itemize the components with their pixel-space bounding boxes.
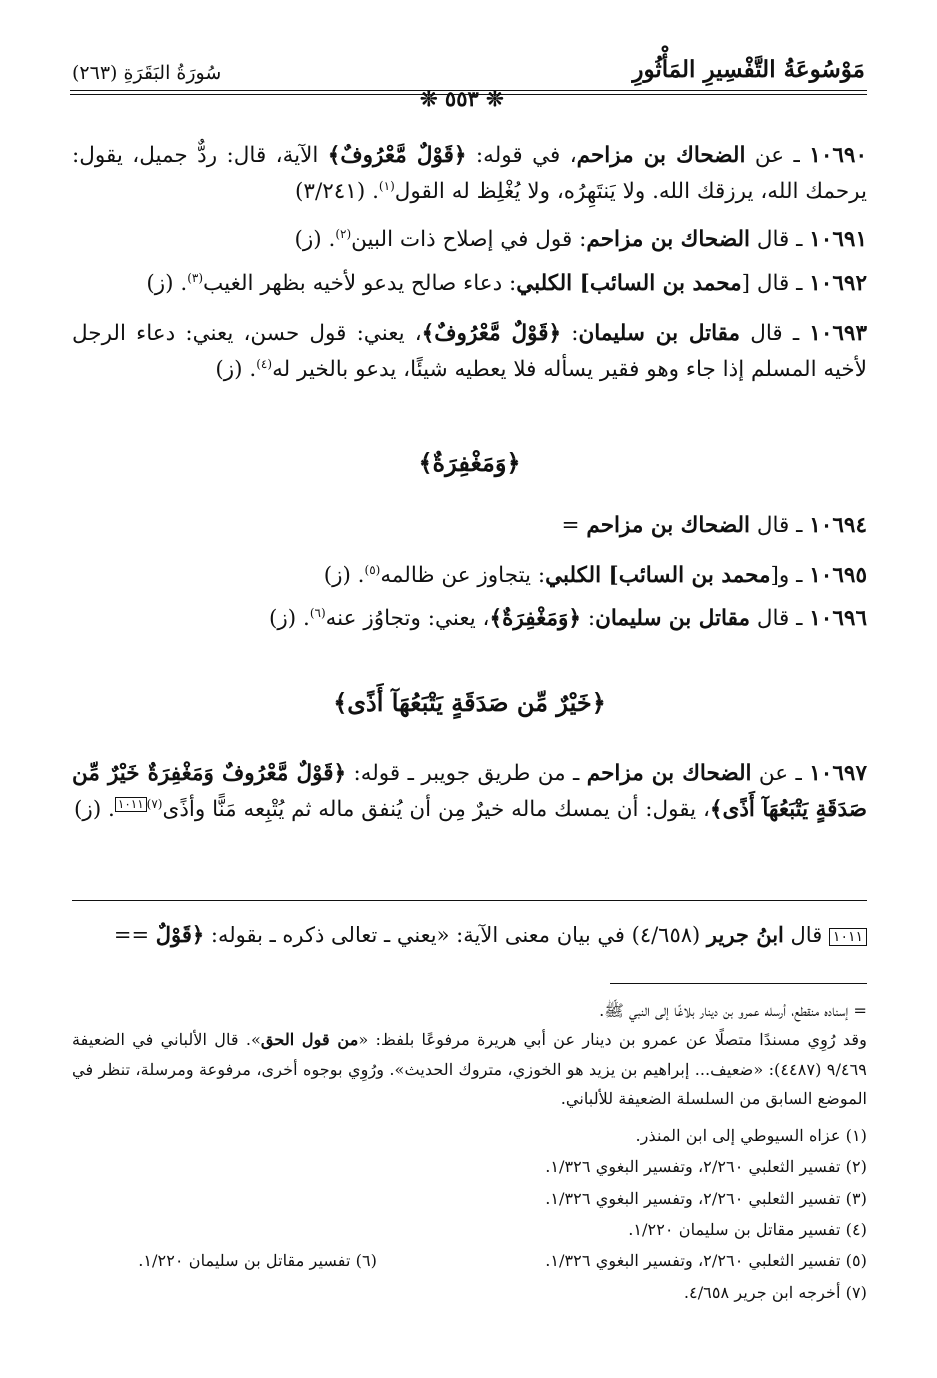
commentary-reference-box: ١٠١١ <box>115 797 147 812</box>
narration-10693 <box>72 316 867 388</box>
footnote-5: (٥) تفسير الثعلبي ٢/٢٦٠، وتفسير البغوي ١/٣٢٦. <box>545 1251 867 1270</box>
text-span: ، يعني: قول حسن، يعني: دعاء الرجل لأخيه المسلم إذا جاء وهو فقير يسأله فلا يعطيه شيئًا، يدعو بالخير له <box>72 321 867 382</box>
surah-header: سُورَةُ البَقَرَةِ (٢٦٣) <box>72 62 222 84</box>
narration-10695 <box>72 558 867 594</box>
text-span: : يتجاوز عن ظالمه <box>380 563 546 588</box>
text-span: ـ عن <box>745 143 810 168</box>
narration-number: ١٠٦٩٠ <box>809 143 868 168</box>
narration-10692 <box>72 266 867 302</box>
narration-10690 <box>72 138 867 210</box>
page-number: ❊ ٥٥٣ ❊ <box>420 86 504 111</box>
footnote-marker: (٢) <box>335 226 352 241</box>
text-span: الآية، قال: ردٌّ جميل، يقول: يرحمك الله، يرزقك الله. ولا يَنتَهِرُه، ولا يُغْلِظ له القول <box>72 143 867 204</box>
quran-quote: ﴿قَوْلٌ مَّعْرُوفٌ﴾ <box>327 143 467 168</box>
quran-quote: ﴿قَوْلٌ مَّعْرُوفٌ وَمَغْفِرَةٌ خَيْرٌ مِّن صَدَقَةٍ يَتْبَعُهَآ أَذًى﴾ <box>72 761 867 822</box>
text-span: ـ قال <box>749 606 810 631</box>
footnote-marker: (٥) <box>364 562 381 577</box>
narrator-name: محمد بن السائب] الكلبي <box>516 271 742 296</box>
narration-number: ١٠٦٩٢ <box>809 271 867 296</box>
narration-10691 <box>72 222 867 258</box>
text-span: ـ قال <box>749 227 810 252</box>
text-span: . (ز) <box>294 227 336 252</box>
quran-quote: ﴿وَمَغْفِرَةٌ﴾ <box>489 606 581 631</box>
text-span: ـ قال <box>749 513 810 538</box>
text-span: : قول في إصلاح ذات البين <box>351 227 587 252</box>
narrator-name: مقاتل بن سليمان <box>578 321 741 346</box>
text-span: ». قال الألباني في الضعيفة ٩/٤٦٩ (٤٤٨٧): «ضعيف... إبراهيم بن يزيد هو الخوزي، متروك الحديث». ورُوِي بوجوه أخرى، مرفوعة ومرسلة، تنظر في الموضع السابق من السلسلة الضعيفة للألباني. <box>72 1030 867 1108</box>
quran-quote: ﴿قَوْلٌ <box>155 922 205 947</box>
text-span: ـ عن <box>751 761 810 786</box>
text-span: == <box>113 923 156 947</box>
commentary-separator <box>72 900 867 901</box>
text-span: . (ز) <box>146 271 188 296</box>
text-span: = <box>561 513 587 538</box>
footnote-marker: (٣) <box>187 270 204 285</box>
quran-quote: ﴿قَوْلٌ مَّعْرُوفٌ﴾ <box>421 321 562 346</box>
footnote-continuation-paragraph <box>72 1025 867 1114</box>
footnote-3: (٣) تفسير الثعلبي ٢/٢٦٠، وتفسير البغوي ١/٣٢٦. <box>545 1189 867 1208</box>
narration-number: ١٠٦٩٣ <box>809 321 868 346</box>
commentary-number-box: ١٠١١ <box>829 928 867 946</box>
footnote-marker: (١) <box>378 178 395 193</box>
text-span: . (ز) <box>323 563 365 588</box>
scholar-name: ابنُ جرير <box>706 922 784 947</box>
text-span: ، يقول: أن يمسك ماله خيرٌ مِن أن يُنفق ماله ثم يُتْبِعه مَنًّا وأذًى <box>162 797 710 822</box>
footnote-2: (٢) تفسير الثعلبي ٢/٢٦٠، وتفسير البغوي ١/٣٢٦. <box>545 1157 867 1176</box>
commentary-note <box>72 918 867 952</box>
narration-number: ١٠٦٩٧ <box>809 761 867 786</box>
footnote-7: (٧) أخرجه ابن جرير ٤/٦٥٨. <box>683 1283 867 1302</box>
text-span: : <box>561 321 579 346</box>
narrator-name: الضحاك بن مزاحم <box>586 761 752 786</box>
narrator-name: مقاتل بن سليمان <box>595 606 750 631</box>
text-span: ـ قال [ <box>741 271 810 296</box>
footnote-marker: (٧) <box>146 796 163 811</box>
text-span: (٤/٦٥٨) في بيان معنى الآية: «يعني ـ تعالى ذكره ـ بقوله: <box>204 923 707 947</box>
narrator-name: الضحاك بن مزاحم <box>586 227 750 252</box>
narration-number: ١٠٦٩٦ <box>809 606 867 631</box>
narrator-name: محمد بن السائب] الكلبي <box>545 563 771 588</box>
text-span: ـ و[ <box>770 563 810 588</box>
narration-10696 <box>72 601 867 637</box>
verse-heading: ﴿خَيْرٌ مِّن صَدَقَةٍ يَتْبَعُهَآ أَذًى﴾ <box>333 688 606 717</box>
footnote-marker: (٤) <box>256 356 273 371</box>
text-span: ، في قوله: <box>466 143 577 168</box>
text-span: ـ من طريق جويبر ـ قوله: <box>346 761 587 786</box>
text-span: : دعاء صالح يدعو لأخيه بظهر الغيب <box>203 271 517 296</box>
footnote-4: (٤) تفسير مقاتل بن سليمان ١/٢٢٠. <box>628 1220 867 1239</box>
book-title-header: مَوْسُوعَةُ التَّفْسِيرِ المَأْثُورِ <box>632 56 865 83</box>
narrator-name: الضحاك بن مزاحم <box>586 513 750 538</box>
narration-10694 <box>72 508 867 544</box>
text-span: ـ قال <box>740 321 810 346</box>
text-span: . (ز) <box>74 797 115 822</box>
footnote-separator <box>610 983 867 984</box>
footnote-1: (١) عزاه السيوطي إلى ابن المنذر. <box>635 1126 867 1145</box>
text-span: : <box>580 606 596 631</box>
footnote-continuation: = إسناده منقطع، أرسله عمرو بن دينار بلاغًا إلى النبي ﷺ. <box>599 1001 867 1020</box>
text-span: . (ز) <box>215 357 257 382</box>
text-span: . (ز) <box>268 606 310 631</box>
narration-number: ١٠٦٩٥ <box>809 563 867 588</box>
narration-10697 <box>72 756 867 828</box>
text-span: قال <box>783 923 829 947</box>
footnote-marker: (٦) <box>309 605 326 620</box>
narrator-name: الضحاك بن مزاحم <box>576 143 746 168</box>
narration-number: ١٠٦٩١ <box>809 227 867 252</box>
hadith-wording: من قول الحق <box>260 1030 359 1049</box>
text-span: وقد رُوِي مسندًا متصلًا عن عمرو بن دينار عن أبي هريرة مرفوعًا بلفظ: « <box>358 1030 867 1049</box>
text-span: ، يعني: وتجاوُز عنه <box>325 606 490 631</box>
verse-heading: ﴿وَمَغْفِرَةٌ﴾ <box>418 448 521 477</box>
narration-number: ١٠٦٩٤ <box>809 513 867 538</box>
text-span: . (٣/٢٤١) <box>295 179 379 204</box>
footnote-6: (٦) تفسير مقاتل بن سليمان ١/٢٢٠. <box>138 1251 377 1270</box>
